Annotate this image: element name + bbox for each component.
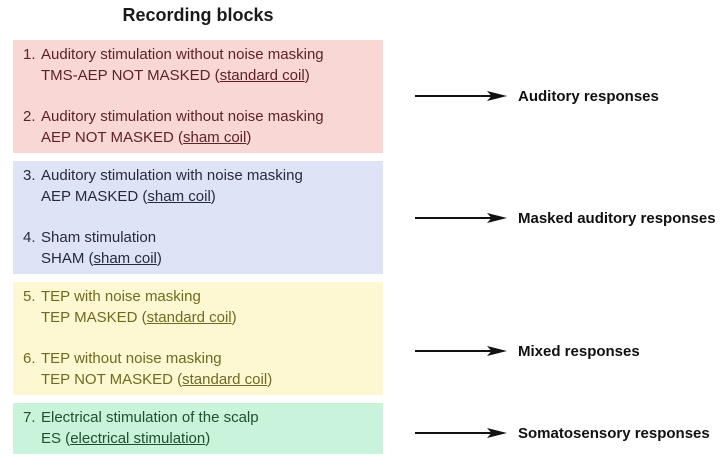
block-electrical xyxy=(13,403,383,454)
item-number: 5. xyxy=(23,288,36,305)
item-title: Auditory stimulation without noise masking xyxy=(41,46,324,63)
code-prefix: TEP NOT MASKED ( xyxy=(41,371,183,388)
item-title: Auditory stimulation with noise masking xyxy=(41,167,303,184)
response-label: Somatosensory responses xyxy=(518,424,710,442)
code-underlined: standard coil xyxy=(146,309,232,326)
response-label: Auditory responses xyxy=(518,87,659,105)
code-prefix: AEP NOT MASKED ( xyxy=(41,129,183,146)
item-code xyxy=(41,307,373,328)
item-number: 4. xyxy=(23,229,36,246)
item-description xyxy=(23,44,373,65)
block-tep xyxy=(13,282,383,395)
response-row-masked-auditory xyxy=(415,207,716,229)
item-code xyxy=(41,65,373,86)
response-row-mixed xyxy=(415,340,640,362)
block-item xyxy=(23,286,373,328)
code-suffix: ) xyxy=(304,67,310,84)
code-suffix: ) xyxy=(231,309,237,326)
code-prefix: TEP MASKED ( xyxy=(41,309,147,326)
response-row-somatosensory xyxy=(415,422,710,444)
item-title: TEP without noise masking xyxy=(41,350,222,367)
block-item xyxy=(23,165,373,207)
item-number: 6. xyxy=(23,350,36,367)
code-suffix: ) xyxy=(156,250,162,267)
item-description xyxy=(23,348,373,369)
item-description xyxy=(23,106,373,127)
block-auditory-masked xyxy=(13,161,383,274)
code-prefix: SHAM ( xyxy=(41,250,94,267)
code-suffix: ) xyxy=(205,430,211,447)
right-arrow-icon xyxy=(415,89,507,103)
block-item xyxy=(23,44,373,86)
item-description xyxy=(23,407,373,428)
item-description xyxy=(23,286,373,307)
item-title: Electrical stimulation of the scalp xyxy=(41,409,259,426)
item-code xyxy=(41,248,373,269)
code-prefix: ES ( xyxy=(41,430,71,447)
response-label: Masked auditory responses xyxy=(518,209,716,227)
code-suffix: ) xyxy=(246,129,252,146)
item-title: TEP with noise masking xyxy=(41,288,201,305)
item-description xyxy=(23,227,373,248)
code-underlined: electrical stimulation xyxy=(70,430,206,447)
response-row-auditory xyxy=(415,85,659,107)
block-item xyxy=(23,348,373,390)
block-item xyxy=(23,227,373,269)
code-suffix: ) xyxy=(267,371,273,388)
code-underlined: sham coil xyxy=(147,188,211,205)
code-suffix: ) xyxy=(210,188,216,205)
response-label: Mixed responses xyxy=(518,342,640,360)
block-item xyxy=(23,407,373,449)
right-arrow-icon xyxy=(415,211,507,225)
item-code xyxy=(41,428,373,449)
right-arrow-icon xyxy=(415,344,507,358)
code-underlined: sham coil xyxy=(182,129,247,146)
code-underlined: standard coil xyxy=(182,371,268,388)
block-item xyxy=(23,106,373,148)
code-underlined: sham coil xyxy=(93,250,157,267)
item-code xyxy=(41,369,373,390)
item-number: 3. xyxy=(23,167,36,184)
right-arrow-icon xyxy=(415,426,507,440)
recording-blocks-column xyxy=(13,40,383,462)
figure-title: Recording blocks xyxy=(122,5,274,25)
item-number: 1. xyxy=(23,46,36,63)
item-code xyxy=(41,186,373,207)
item-title: Sham stimulation xyxy=(41,229,157,246)
code-prefix: TMS-AEP NOT MASKED ( xyxy=(41,67,220,84)
item-description xyxy=(23,165,373,186)
item-code xyxy=(41,127,373,148)
code-prefix: AEP MASKED ( xyxy=(41,188,148,205)
item-number: 2. xyxy=(23,108,36,125)
item-title: Auditory stimulation without noise masking xyxy=(41,108,324,125)
block-auditory-no-masking xyxy=(13,40,383,153)
item-number: 7. xyxy=(23,409,36,426)
code-underlined: standard coil xyxy=(219,67,305,84)
